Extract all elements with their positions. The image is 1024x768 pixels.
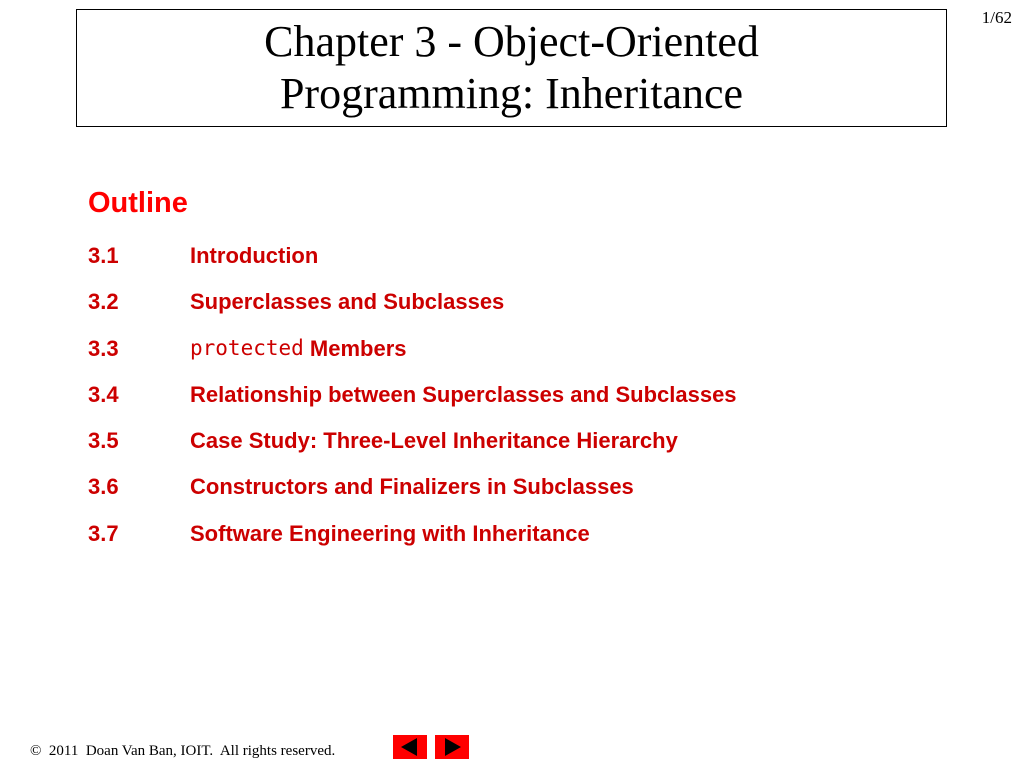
- outline-item-label: Software Engineering with Inheritance: [190, 520, 590, 546]
- outline-item-3-1: [88, 243, 737, 289]
- title-line-1: Chapter 3 - Object-Oriented: [264, 17, 759, 66]
- outline-item-3-5: [88, 428, 737, 474]
- outline-item-number: 3.4: [88, 381, 119, 407]
- left-arrow-icon: [393, 735, 427, 759]
- outline-item-3-7: [88, 521, 737, 567]
- next-slide-button[interactable]: [435, 735, 469, 759]
- outline-item-number: 3.3: [88, 335, 119, 361]
- outline-item-code-keyword: protected: [190, 335, 304, 360]
- footer-copyright: © 2011 Doan Van Ban, IOIT. All rights reserved.: [30, 743, 336, 759]
- outline-heading: Outline: [88, 187, 188, 219]
- outline-item-3-2: [88, 289, 737, 335]
- outline-item-number: 3.7: [88, 520, 119, 546]
- outline-item-number: 3.5: [88, 428, 119, 454]
- outline-item-label: Constructors and Finalizers in Subclasses: [190, 474, 634, 500]
- slide-title: [264, 16, 759, 120]
- title-line-2: Programming: Inheritance: [279, 69, 744, 118]
- title-box: [76, 9, 947, 127]
- outline-item-label: Introduction: [190, 243, 319, 268]
- outline-item-3-3: [88, 336, 737, 382]
- right-arrow-icon: [435, 735, 469, 759]
- outline-item-label: Case Study: Three-Level Inheritance Hierarchy: [190, 428, 678, 454]
- outline-list: [88, 243, 737, 567]
- outline-item-3-6: [88, 474, 737, 520]
- outline-item-number: 3.1: [88, 243, 119, 268]
- outline-item-3-4: [88, 382, 737, 428]
- page-number: 1/62: [981, 8, 1012, 27]
- outline-item-label: Superclasses and Subclasses: [190, 289, 505, 315]
- outline-item-label: Members: [303, 335, 407, 361]
- previous-slide-button[interactable]: [393, 735, 427, 759]
- outline-item-number: 3.2: [88, 289, 119, 315]
- outline-item-number: 3.6: [88, 474, 119, 500]
- outline-item-label: Relationship between Superclasses and Subclasses: [190, 381, 737, 407]
